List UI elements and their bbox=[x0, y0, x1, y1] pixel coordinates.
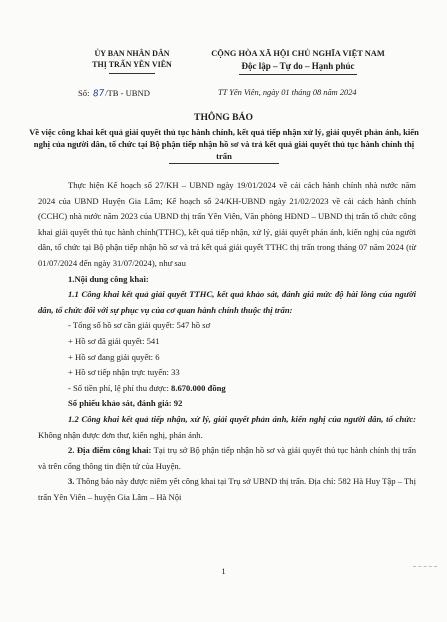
nation-name: CỘNG HÒA XÃ HỘI CHỦ NGHĨA VIỆT NAM bbox=[211, 49, 385, 58]
number-suffix: /TB - UBND bbox=[105, 88, 150, 98]
document-subtitle bbox=[28, 126, 420, 164]
national-heading bbox=[183, 48, 413, 75]
section-2-text: Tại trụ sở Bộ phận tiếp nhận hồ sơ và giải quyết thủ tục hành chính thị trấn và trên cổng thông tin điện tử của Huyện. bbox=[38, 445, 416, 471]
page-number: 1 bbox=[221, 566, 226, 576]
intro-paragraph: Thực hiện Kế hoạch số 27/KH – UBND ngày 19/01/2024 về cải cách hành chính nhà nước năm 2024 của UBND Huyện Gia Lâm; Kế hoạch số 24/KH-UBND ngày 21/02/2023 về cải cách hành chính (CCHC) nhà nước năm 2023 của UBND thị trấn Yên Viên, Văn phòng HĐND – UBND thị trấn tổ chức công khai giải quyết thủ tục hành chính(TTHC), kết quả tiếp nhận, xử lý, giải quyết phản ánh, kiến nghị của người dân, tổ chức tại Bộ phận tiếp nhận hồ sơ và trả kết quả giải quyết TTHC thị trấn trong tháng 07 năm 2024 (từ 01/07/2024 đến ngày 31/07/2024), như sau bbox=[38, 180, 416, 268]
section-1-heading: 1.Nội dung công khai: bbox=[68, 273, 149, 284]
handwritten-number: 87 bbox=[92, 88, 105, 100]
subtitle-text: Về việc công khai kết quả giải quyết thủ tục hành chính, kết quả tiếp nhận xử lý, giải quyết phản ánh, kiến nghị của người dân, tổ chức tại Bộ phận tiếp nhận hồ sơ và trả kết quả giải quyết thủ tục hành chính thị trấn bbox=[29, 127, 419, 161]
section-2-label: 2. Địa điểm công khai: bbox=[68, 445, 152, 456]
item-pending: + Hồ sơ đang giải quyết: 6 bbox=[68, 351, 160, 362]
agency-underline bbox=[109, 73, 155, 74]
survey-line bbox=[38, 396, 416, 412]
fees-label: - Số tiền phí, lệ phí thu được: bbox=[68, 382, 172, 393]
survey-value: 92 bbox=[173, 398, 183, 409]
section-3-text: Thông báo này được niêm yết công khai tại Trụ sở UBND thị trấn. Địa chỉ: 582 Hà Huy Tập – Thị trấn Yên Viên – huyện Gia Lâm – Hà Nội bbox=[38, 476, 416, 502]
document-body bbox=[38, 178, 416, 505]
section-1-2-heading: 1.2 Công khai kết quả tiếp nhận, xử lý, giải quyết phản ánh, kiến nghị của người dân, tổ chức: bbox=[68, 413, 416, 424]
document-number bbox=[78, 88, 150, 99]
agency-line-2: THỊ TRẤN YÊN VIÊN bbox=[92, 60, 172, 69]
item-online: + Hồ sơ tiếp nhận trực tuyến: 33 bbox=[68, 367, 180, 378]
item-resolved: + Hồ sơ đã giải quyết: 541 bbox=[68, 335, 160, 346]
document-title: THÔNG BÁO bbox=[194, 112, 253, 123]
fees-value: 8.670.000 đồng bbox=[171, 382, 226, 393]
section-3-label: 3. bbox=[68, 476, 75, 487]
section-1-2 bbox=[38, 412, 416, 443]
survey-label: Số phiếu khảo sát, đánh giá: bbox=[68, 398, 174, 409]
fees-line bbox=[38, 381, 416, 397]
national-motto: Độc lập – Tự do – Hạnh phúc bbox=[241, 61, 355, 71]
issuing-agency bbox=[62, 48, 202, 74]
section-1-1-heading: 1.1 Công khai kết quả giải quyết TTHC, kết quả khảo sát, đánh giá mức độ hài lòng của người dân, tổ chức đối với sự phục vụ của cơ quan hành chính thuộc thị trấn: bbox=[38, 289, 416, 315]
item-total: - Tổng số hồ sơ cần giải quyết: 547 hồ sơ bbox=[68, 320, 211, 331]
section-3 bbox=[38, 474, 416, 505]
issue-date: TT Yên Viên, ngày 01 tháng 08 năm 2024 bbox=[218, 88, 357, 97]
scan-edge-mark bbox=[413, 566, 437, 567]
number-prefix: Số: bbox=[78, 88, 90, 98]
subtitle-underline bbox=[169, 163, 279, 164]
agency-line-1: ỦY BAN NHÂN DÂN bbox=[94, 49, 170, 58]
motto-underline bbox=[239, 74, 357, 75]
section-2 bbox=[38, 443, 416, 474]
section-1-2-text: Không nhận được đơn thư, kiến nghị, phản ánh. bbox=[38, 429, 203, 440]
